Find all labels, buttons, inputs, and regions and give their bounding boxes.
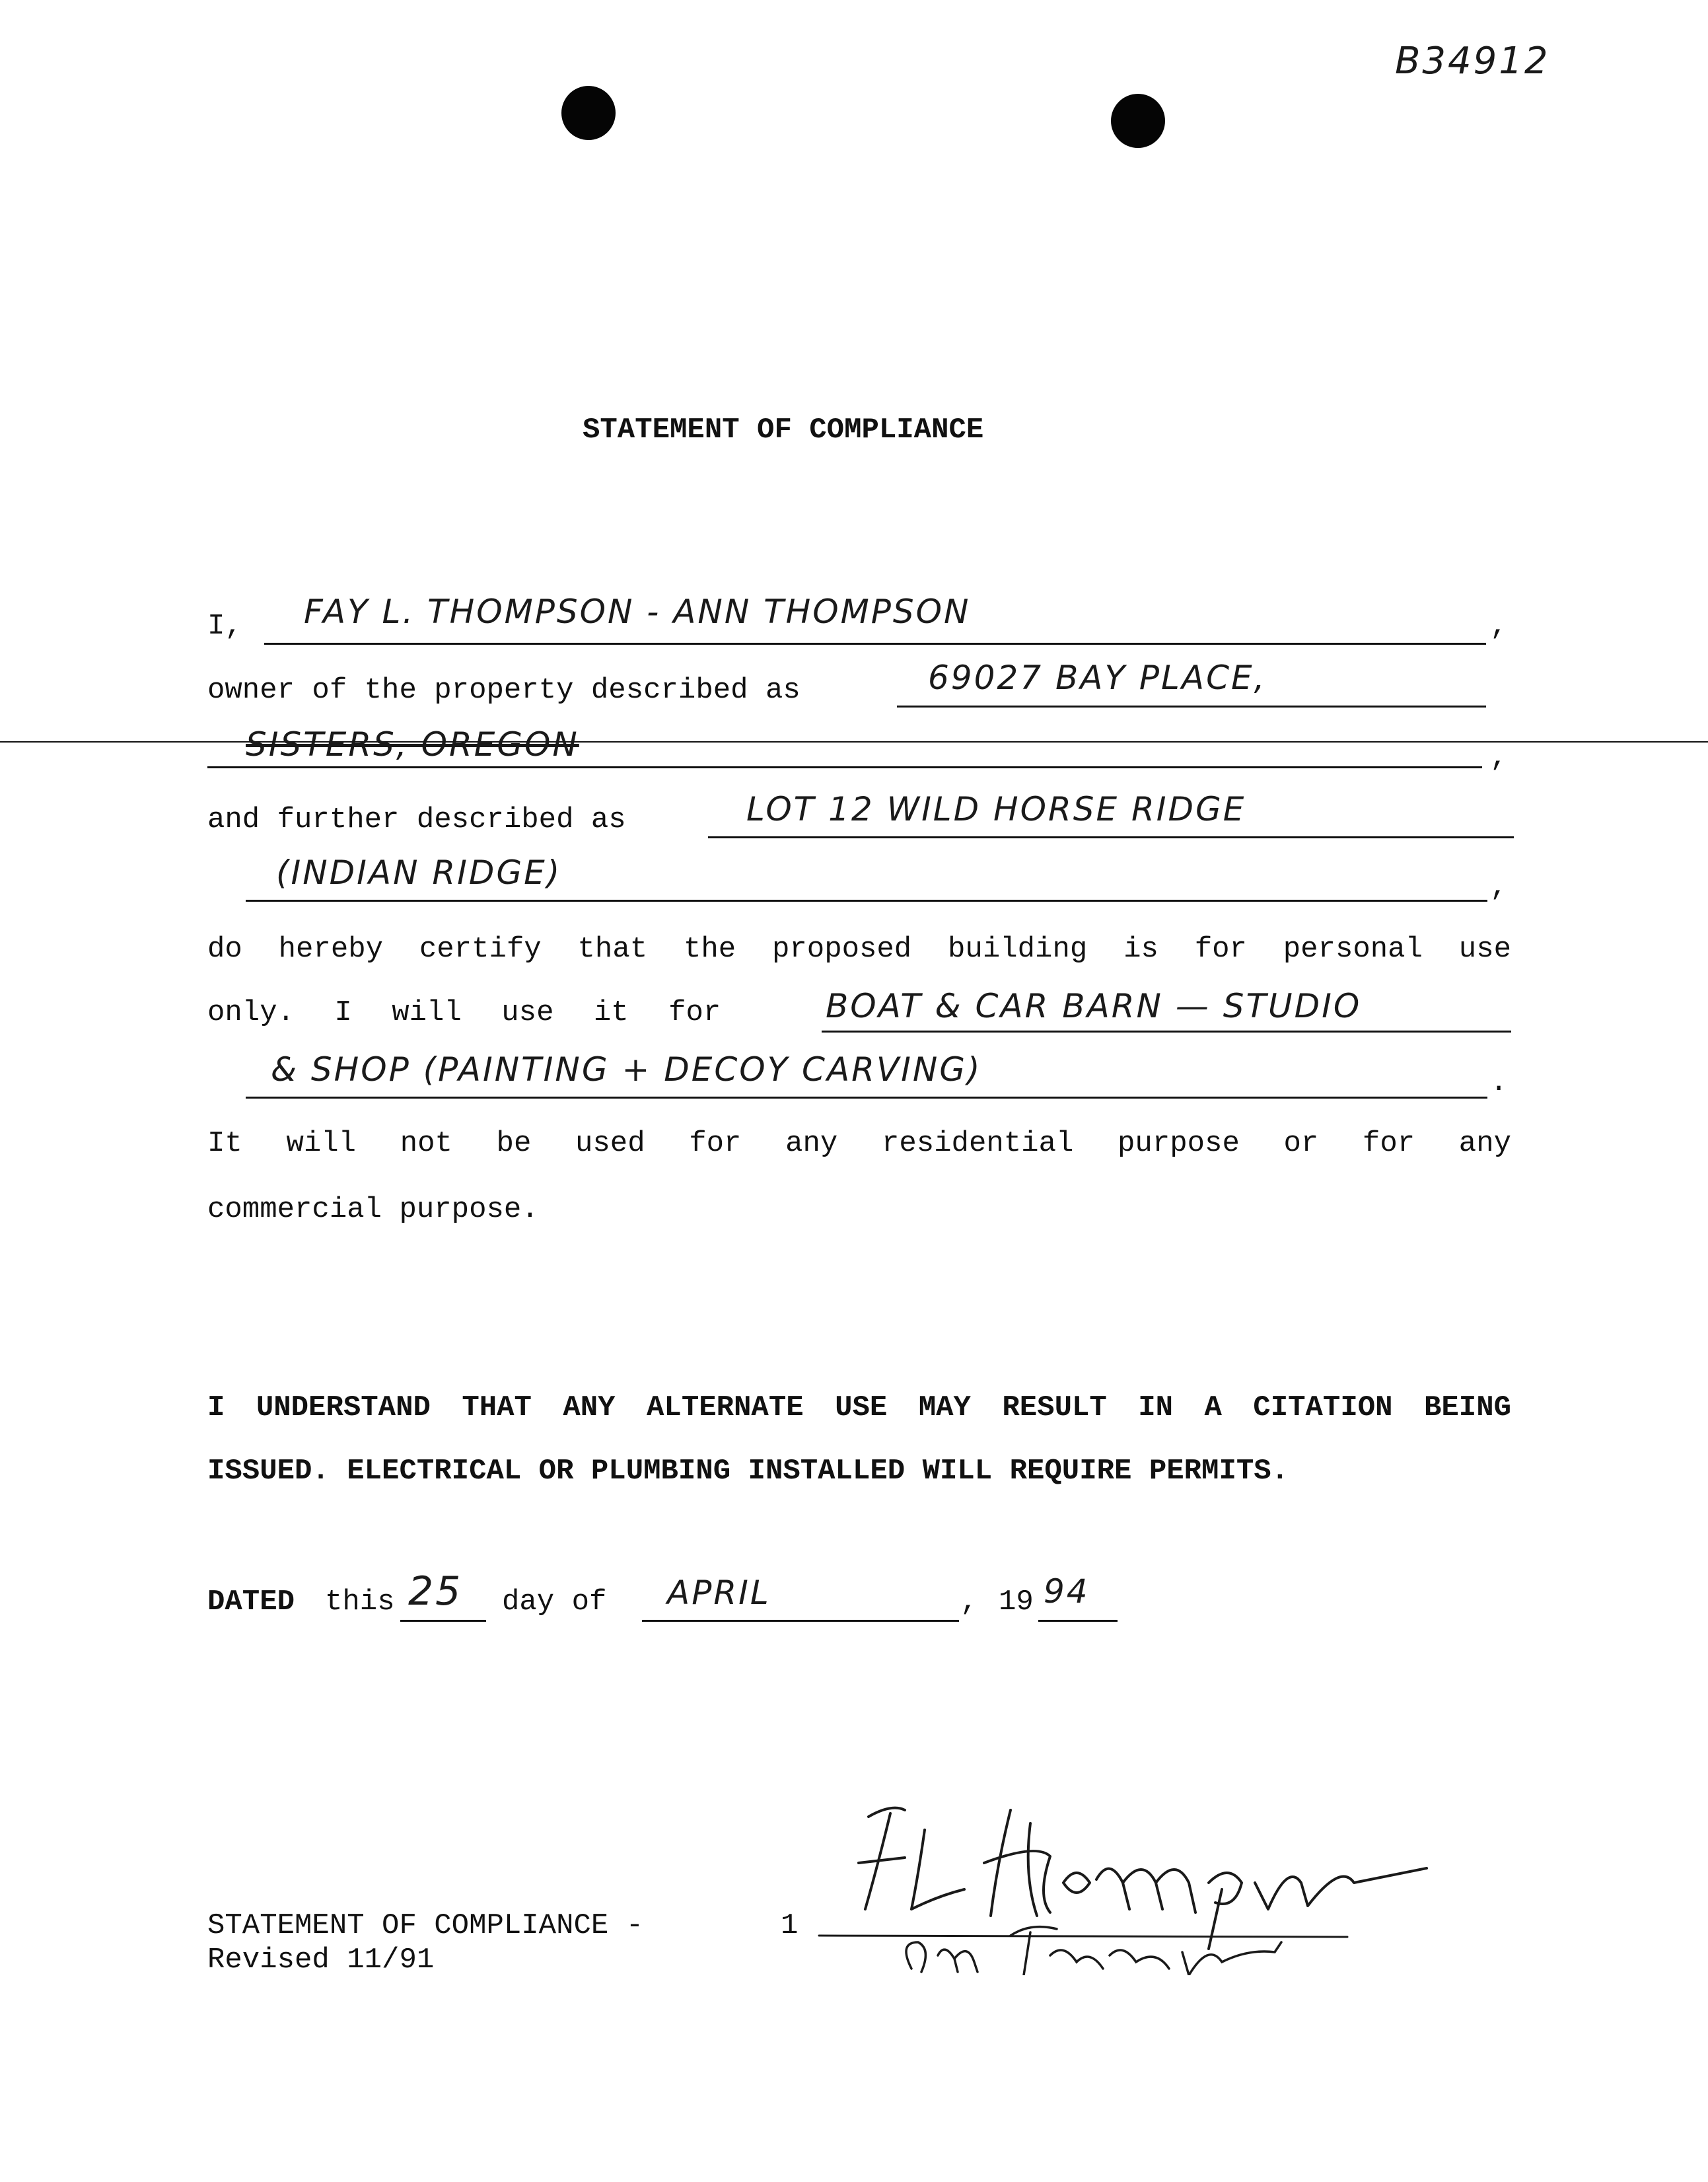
dated-day: 25 bbox=[408, 1568, 463, 1615]
punch-hole-right bbox=[1111, 94, 1165, 148]
footer-revised: Revised 11/91 bbox=[207, 1944, 435, 1977]
line1-suffix: , bbox=[1490, 610, 1508, 643]
line2-text: owner of the property described as bbox=[207, 674, 801, 707]
line3-suffix: , bbox=[1490, 741, 1508, 774]
address-line bbox=[897, 706, 1486, 708]
line6-text bbox=[207, 933, 1511, 966]
warning-line1 bbox=[207, 1391, 1511, 1424]
line9-content: It will not be used for any residential purpose or for any bbox=[207, 1127, 1511, 1160]
dated-century: 19 bbox=[999, 1585, 1034, 1618]
lot-description-cont: (INDIAN RIDGE) bbox=[276, 854, 562, 892]
line7-text: only. I will use it for bbox=[207, 996, 721, 1029]
day-line bbox=[400, 1620, 486, 1622]
city-underline bbox=[207, 766, 1482, 768]
warning-line1-content: I UNDERSTAND THAT ANY ALTERNATE USE MAY RESULT IN A CITATION BEING bbox=[207, 1391, 1511, 1424]
line8-suffix: . bbox=[1490, 1066, 1508, 1099]
line1-prefix: I, bbox=[207, 610, 242, 643]
property-city: SISTERS, OREGON bbox=[246, 725, 579, 764]
line9-text bbox=[207, 1127, 1511, 1160]
dated-this: this bbox=[325, 1585, 395, 1618]
warning-line2: ISSUED. ELECTRICAL OR PLUMBING INSTALLED WILL REQUIRE PERMITS. bbox=[207, 1455, 1289, 1488]
dated-year: 94 bbox=[1044, 1572, 1090, 1611]
intended-use: BOAT & CAR BARN — STUDIO bbox=[826, 987, 1362, 1025]
line10-text: commercial purpose. bbox=[207, 1193, 539, 1226]
punch-hole-left bbox=[561, 86, 616, 140]
intended-use-cont: & SHOP (PAINTING + DECOY CARVING) bbox=[271, 1050, 982, 1089]
owner-names-line bbox=[264, 643, 1486, 645]
line5-suffix: , bbox=[1490, 871, 1508, 904]
property-address: 69027 BAY PLACE, bbox=[928, 659, 1267, 697]
dated-comma: , bbox=[960, 1585, 978, 1618]
dated-month: APRIL bbox=[667, 1574, 771, 1612]
lot-cont-line bbox=[246, 900, 1487, 902]
document-title: STATEMENT OF COMPLIANCE bbox=[583, 414, 984, 447]
lot-line bbox=[708, 836, 1514, 838]
use-line bbox=[822, 1031, 1511, 1033]
footer-title: STATEMENT OF COMPLIANCE - bbox=[207, 1909, 644, 1942]
lot-description: LOT 12 WILD HORSE RIDGE bbox=[746, 790, 1246, 828]
month-line bbox=[642, 1620, 959, 1622]
dated-label: DATED bbox=[207, 1585, 295, 1618]
dated-day-of: day of bbox=[502, 1585, 607, 1618]
line6-content: do hereby certify that the proposed building is for personal use bbox=[207, 933, 1511, 966]
document-number: B34912 bbox=[1395, 40, 1550, 83]
footer-page: 1 bbox=[781, 1909, 799, 1942]
use-cont-line bbox=[246, 1097, 1487, 1099]
owner-names: FAY L. THOMPSON - ANN THOMPSON bbox=[304, 593, 971, 631]
signature-fay-thompson bbox=[812, 1784, 1446, 1975]
year-line bbox=[1038, 1620, 1118, 1622]
line4-text: and further described as bbox=[207, 803, 626, 836]
